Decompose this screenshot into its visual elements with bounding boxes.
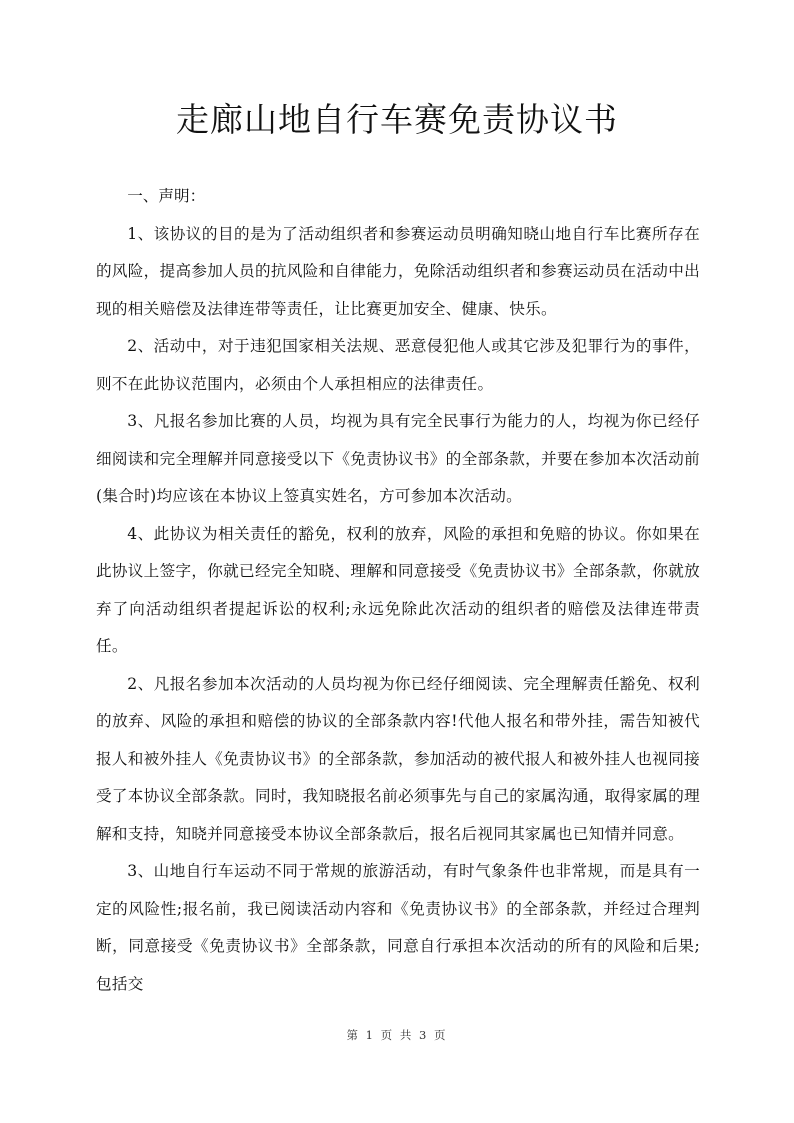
document-title: 走廊山地自行车赛免责协议书	[176, 100, 618, 139]
paragraph-3: 3、凡报名参加比赛的人员，均视为具有完全民事行为能力的人，均视为你已经仔细阅读和完全理解并同意接受以下《免责协议书》的全部条款，并要在参加本次活动前(集合时)均应该在本协议上签真实姓名，方可参加本次活动。	[96, 412, 700, 505]
document-body	[96, 178, 700, 1003]
paragraph-6: 3、山地自行车运动不同于常规的旅游活动，有时气象条件也非常规，而是具有一定的风险性;报名前，我已阅读活动内容和《免责协议书》的全部条款，并经过合理判断，同意接受《免责协议书》全部条款，同意自行承担本次活动的所有的风险和后果;包括交	[96, 862, 700, 993]
section-heading: 一、声明：	[127, 187, 206, 205]
page-number-footer: 第 1 页 共 3 页	[346, 1028, 448, 1042]
paragraph-2: 2、活动中，对于违犯国家相关法规、恶意侵犯他人或其它涉及犯罪行为的事件，则不在此协议范围内，必须由个人承担相应的法律责任。	[96, 337, 700, 393]
paragraph-4: 4、此协议为相关责任的豁免，权利的放弃，风险的承担和免赔的协议。你如果在此协议上签字，你就已经完全知晓、理解和同意接受《免责协议书》全部条款，你就放弃了向活动组织者提起诉讼的权利;永远免除此次活动的组织者的赔偿及法律连带责任。	[96, 524, 700, 655]
paragraph-5: 2、凡报名参加本次活动的人员均视为你已经仔细阅读、完全理解责任豁免、权利的放弃、风险的承担和赔偿的协议的全部条款内容!代他人报名和带外挂，需告知被代报人和被外挂人《免责协议书》的全部条款，参加活动的被代报人和被外挂人也视同接受了本协议全部条款。同时，我知晓报名前必须事先与自己的家属沟通，取得家属的理解和支持，知晓并同意接受本协议全部条款后，报名后视同其家属也已知情并同意。	[96, 674, 700, 843]
paragraph-1: 1、该协议的目的是为了活动组织者和参赛运动员明确知晓山地自行车比赛所存在的风险，提高参加人员的抗风险和自律能力，免除活动组织者和参赛运动员在活动中出现的相关赔偿及法律连带等责任，让比赛更加安全、健康、快乐。	[96, 224, 700, 318]
